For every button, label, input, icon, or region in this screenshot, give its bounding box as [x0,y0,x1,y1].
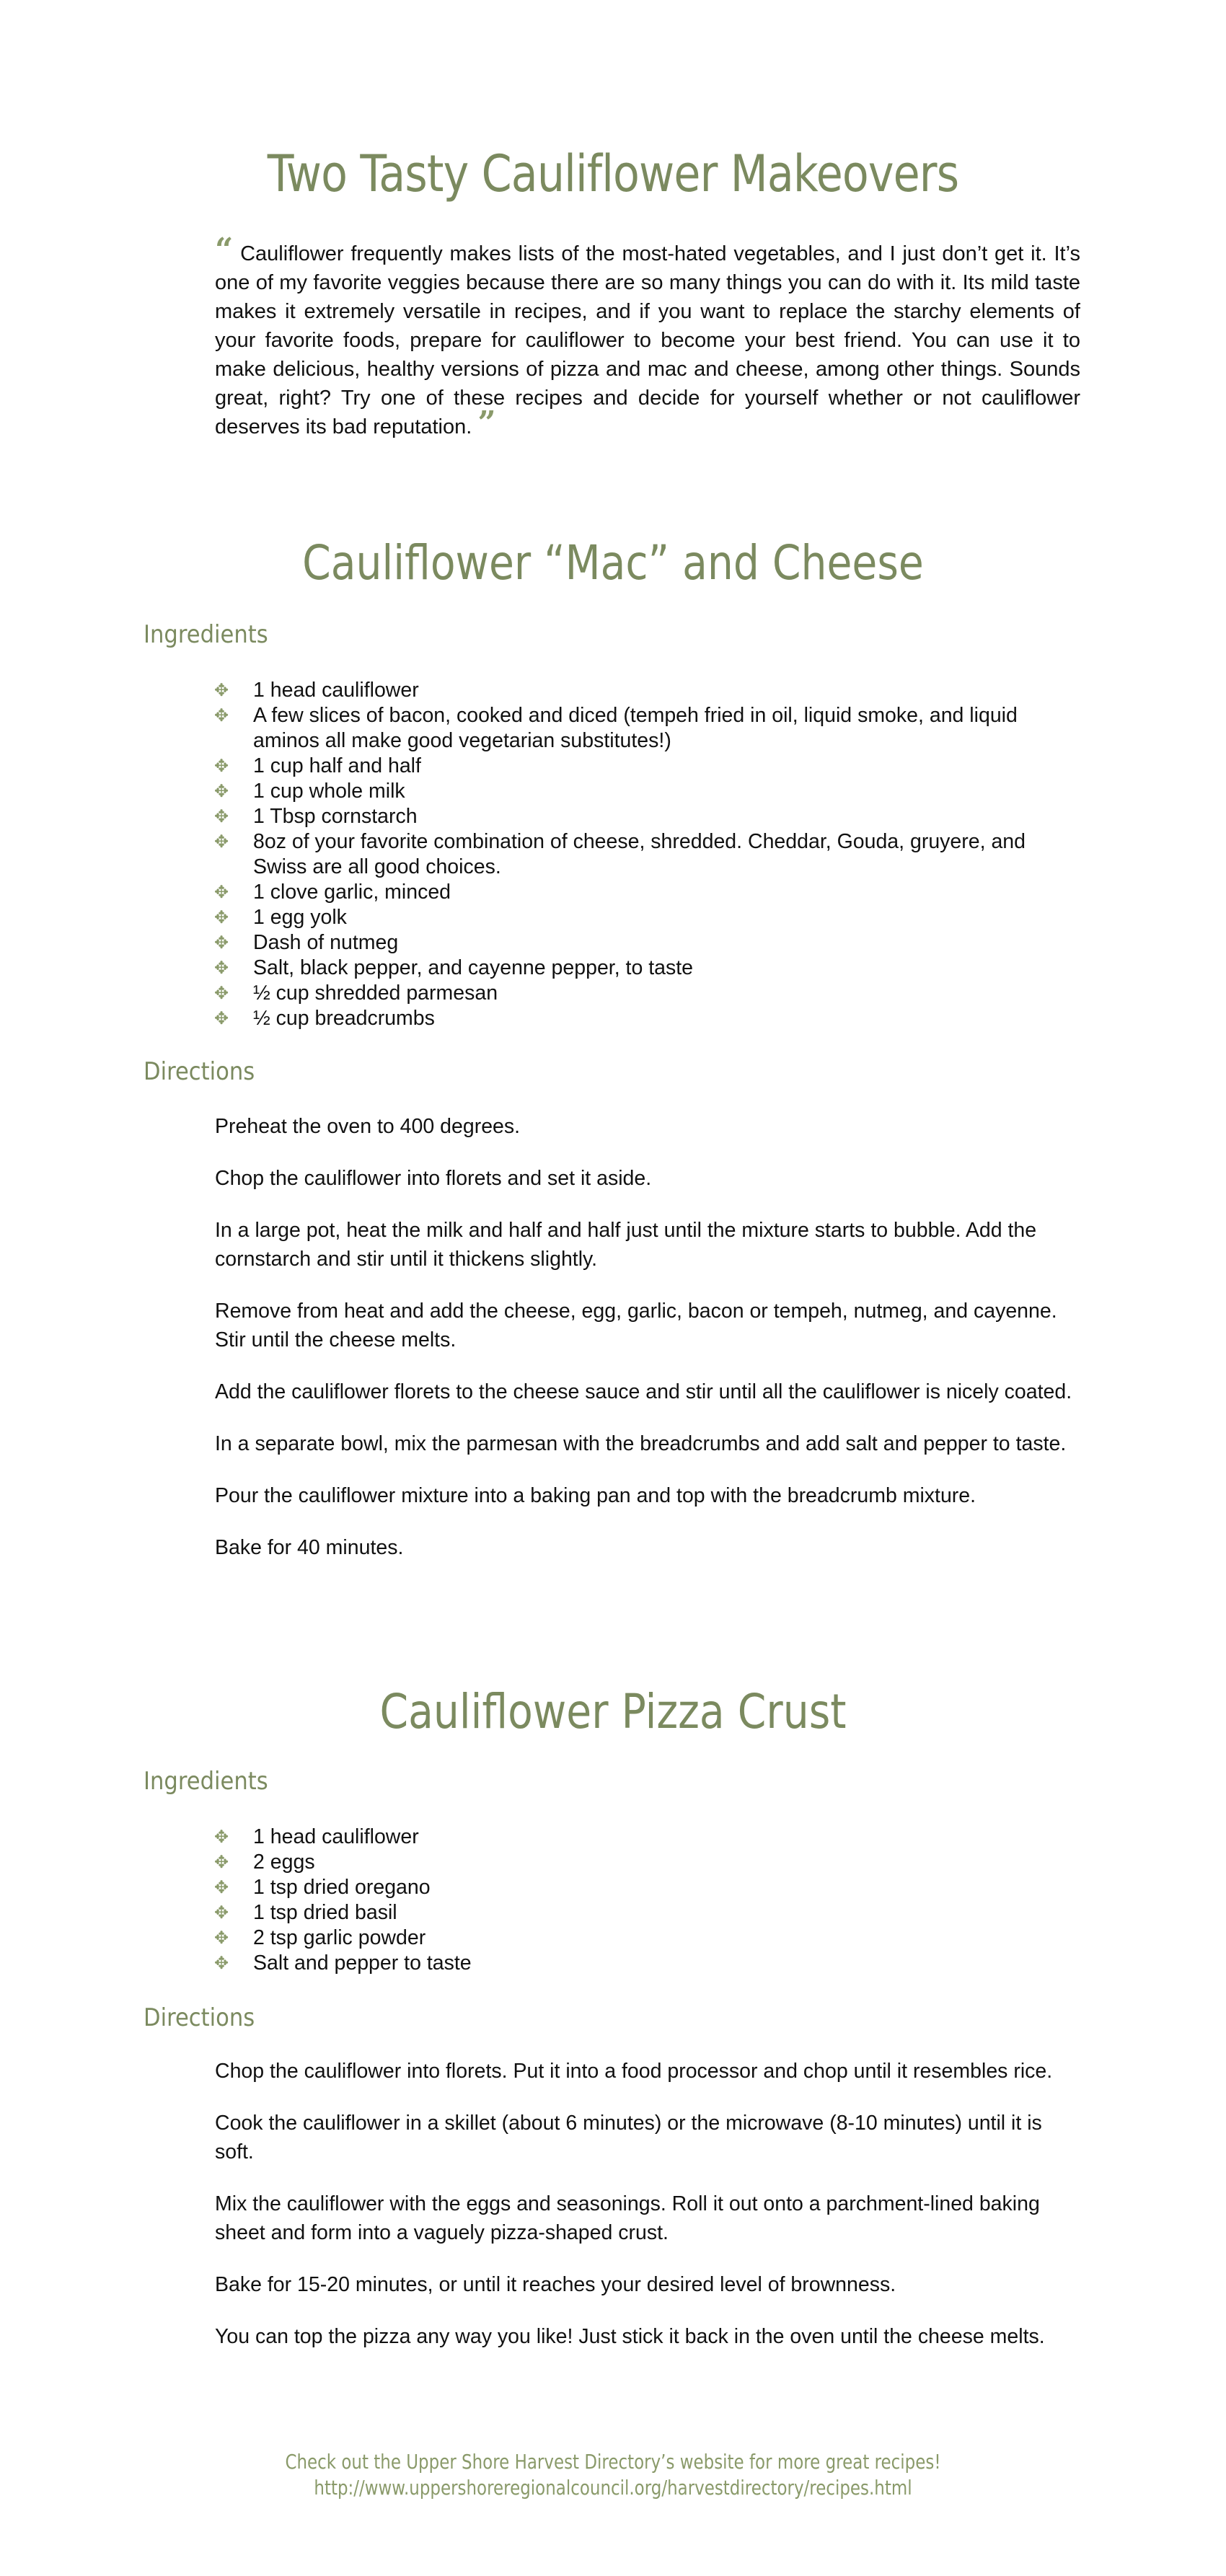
list-item: ✥ ½ cup shredded parmesan [214,982,498,1005]
bullet-icon: ✥ [214,1953,229,1973]
list-item: ✥ 2 tsp garlic powder [214,1926,426,1949]
ingredients-list [214,678,1082,1031]
list-item: ✥ 1 head cauliflower [214,679,419,702]
bullet-icon: ✥ [214,907,229,927]
list-item: ✥ 1 cup half and half [214,754,421,777]
bullet-icon: ✥ [214,1852,229,1872]
bullet-icon: ✥ [214,1008,229,1028]
direction-step: Add the cauliflower florets to the cheese sauce and stir until all the cauliflower is nicely coated. [215,1380,1072,1403]
bullet-icon: ✥ [214,832,229,852]
direction-step: Chop the cauliflower into florets. Put it into a food processor and chop until it resembles rice. [215,2060,1053,2083]
bullet-icon: ✥ [214,932,229,953]
recipe-title-pizza-crust: Cauliflower Pizza Crust [379,1684,847,1739]
close-quote-mark: ” [477,405,496,441]
recipe-title-mac-and-cheese: Cauliflower “Mac” and Cheese [302,535,924,591]
bullet-icon: ✥ [214,1928,229,1948]
bullet-icon: ✥ [214,882,229,902]
bullet-icon: ✥ [214,756,229,776]
footer-text: Check out the Upper Shore Harvest Directory’s website for more great recipes! [285,2450,941,2474]
list-item: ✥ Salt, black pepper, and cayenne pepper, to taste [214,956,694,979]
ingredients-heading: Ingredients [144,1767,268,1796]
direction-step: In a separate bowl, mix the parmesan with the breadcrumbs and add salt and pepper to taste. [215,1432,1067,1455]
directions-heading: Directions [144,1057,255,1086]
direction-step: Pour the cauliflower mixture into a baking pan and top with the breadcrumb mixture. [215,1484,976,1507]
bullet-icon: ✥ [214,1877,229,1897]
list-item: ✥ A few slices of bacon, cooked and diced (tempeh fried in oil, liquid smoke, and liquid aminos all make good vegetarian substitutes!) [214,704,1018,752]
bullet-icon: ✥ [214,705,229,725]
direction-step: In a large pot, heat the milk and half and half just until the mixture starts to bubble. Add the cornstarch and stir until it thickens slightly. [215,1219,1037,1271]
list-item: ✥ 1 clove garlic, minced [214,881,451,904]
footer-link[interactable]: http://www.uppershoreregionalcouncil.org/harvestdirectory/recipes.html [314,2476,912,2500]
direction-step: Cook the cauliflower in a skillet (about 6 minutes) or the microwave (8-10 minutes) until it is soft. [215,2112,1042,2163]
bullet-icon: ✥ [214,806,229,826]
bullet-icon: ✥ [214,983,229,1003]
list-item: ✥ 1 Tbsp cornstarch [214,805,418,828]
ingredients-list [214,1825,1082,1976]
direction-step: You can top the pizza any way you like! Just stick it back in the oven until the cheese melts. [215,2325,1045,2348]
bullet-icon: ✥ [214,781,229,801]
direction-step: Chop the cauliflower into florets and set it aside. [215,1167,652,1190]
direction-step: Preheat the oven to 400 degrees. [215,1115,521,1138]
directions-list [215,2057,1080,2374]
directions-list [215,1112,1080,1585]
direction-step: Bake for 40 minutes. [215,1536,404,1559]
direction-step: Bake for 15-20 minutes, or until it reaches your desired level of brownness. [215,2273,896,2296]
ingredients-heading: Ingredients [144,620,268,649]
bullet-icon: ✥ [214,1827,229,1847]
intro-paragraph [215,231,1081,441]
intro-text: Cauliflower frequently makes lists of the most-hated vegetables, and I just don’t get it. It’s one of my favorite veggies because there are so many things you can do with it. Its mild taste makes it extremely versatile in recipes, and if you want to replace the starchy elements of your favorite foods, prepare for cauliflower to become your best friend. You can use it to make delicious, healthy versions of pizza and mac and cheese, among other things. Sounds great, right? Try one of these recipes and decide for yourself whether or not cauliflower deserves its bad reputation. [215,242,1081,438]
bullet-icon: ✥ [214,958,229,978]
list-item: ✥ 1 cup whole milk [214,780,405,803]
list-item: ✥ Salt and pepper to taste [214,1951,472,1975]
bullet-icon: ✥ [214,680,229,700]
directions-heading: Directions [144,2003,255,2032]
footer [0,2449,1226,2501]
list-item: ✥ Dash of nutmeg [214,931,399,954]
list-item: ✥ 2 eggs [214,1851,315,1874]
list-item: ✥ 1 head cauliflower [214,1825,419,1848]
list-item: ✥ 1 tsp dried oregano [214,1876,431,1899]
list-item: ✥ 1 egg yolk [214,906,347,929]
bullet-icon: ✥ [214,1902,229,1923]
list-item: ✥ ½ cup breadcrumbs [214,1007,435,1030]
document-title: Two Tasty Cauliflower Makeovers [267,144,959,203]
direction-step: Mix the cauliflower with the eggs and seasonings. Roll it out onto a parchment-lined baking sheet and form into a vaguely pizza-shaped crust. [215,2192,1040,2244]
list-item: ✥ 1 tsp dried basil [214,1901,397,1924]
open-quote-mark: “ [215,231,234,268]
direction-step: Remove from heat and add the cheese, egg, garlic, bacon or tempeh, nutmeg, and cayenne. Stir until the cheese melts. [215,1300,1057,1351]
list-item: ✥ 8oz of your favorite combination of cheese, shredded. Cheddar, Gouda, gruyere, and Swiss are all good choices. [214,830,1026,878]
